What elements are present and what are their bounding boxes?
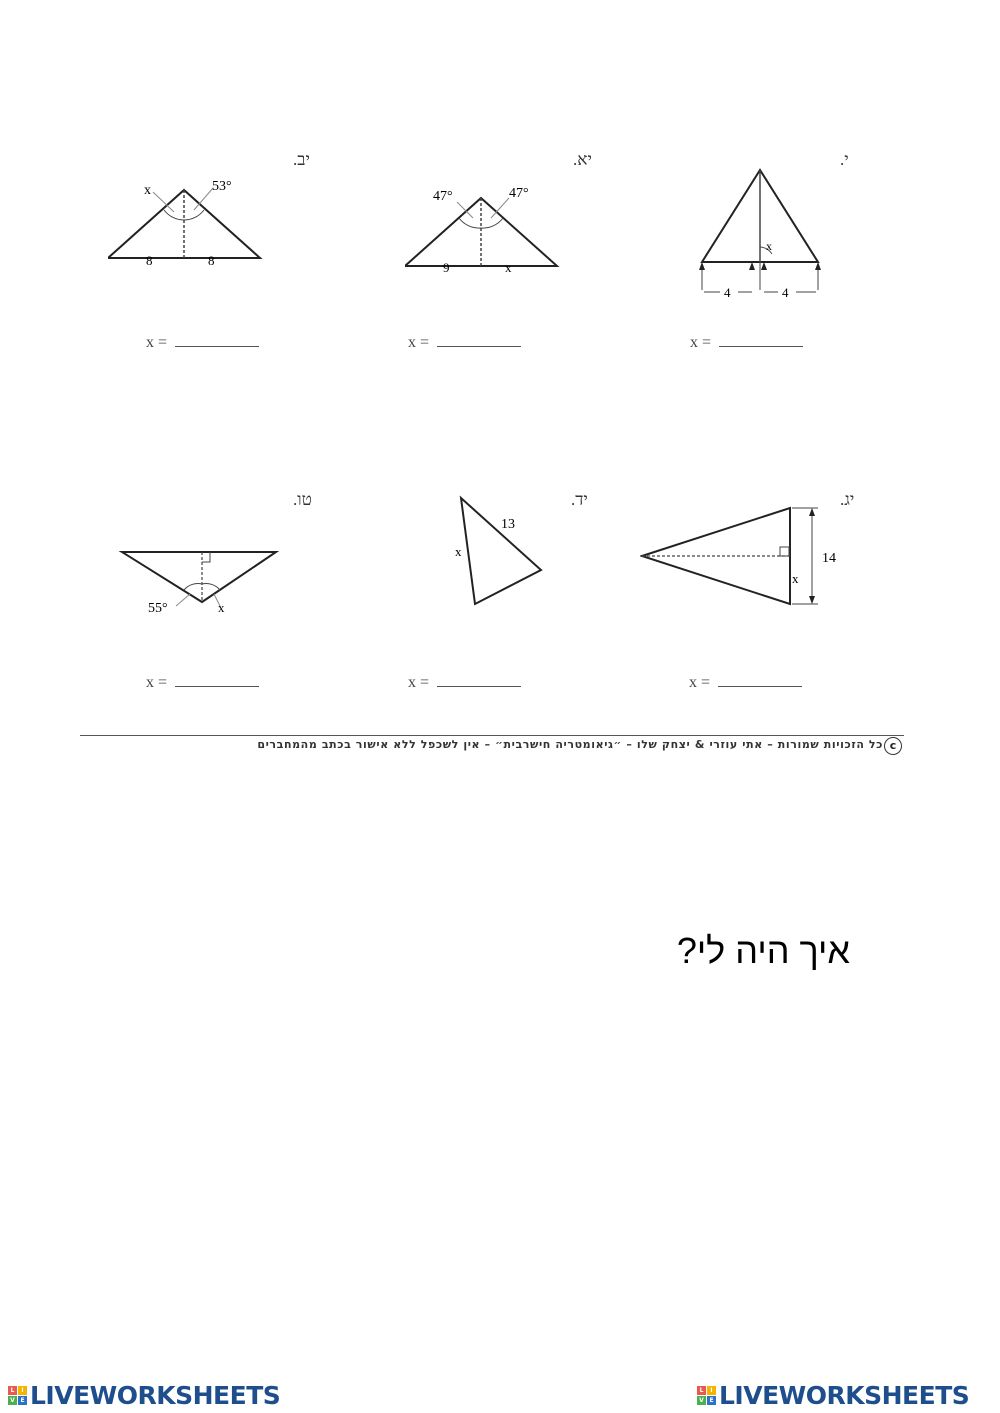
angle-x-label: x [766,239,772,253]
answer-line[interactable] [689,674,802,692]
brand-block-l: L [697,1386,706,1395]
answer-line[interactable] [690,334,803,352]
answer-prefix: x = [146,334,168,351]
problem-14 [405,490,685,750]
answer-prefix: x = [408,334,430,351]
answer-blank[interactable] [437,334,521,347]
brand-logo-right [697,1380,969,1410]
angle-label-left: x [144,183,151,198]
angle-label-right: 47° [509,186,529,201]
base-label-right: x [505,260,512,275]
problem-12 [108,150,388,410]
answer-blank[interactable] [719,334,803,347]
base-label-right: 8 [208,253,215,268]
brand-logo-left [8,1380,280,1410]
triangle-figure [405,490,585,620]
answer-prefix: x = [408,674,430,691]
height-label: 14 [822,551,836,566]
base-label-left: 8 [146,253,153,268]
answer-blank[interactable] [175,334,259,347]
problem-label: י. [840,150,849,169]
answer-blank[interactable] [718,674,802,687]
brand-block-v: V [8,1396,17,1405]
answer-prefix: x = [690,334,712,351]
problem-label: טו. [293,490,312,509]
problem-15 [108,490,388,750]
triangle-figure [108,150,298,290]
brand-wordmark: LIVEWORKSHEETS [719,1380,970,1410]
brand-icon [8,1386,27,1405]
angle-label-right: 53° [212,179,232,194]
copyright-text: כל הזכויות שמורות – אתי עוזרי & יצחק שלו – ״גיאומטריה חישרבית״ – אין לשכפל ללא אישור בכתב מהמחברים [257,738,883,751]
problem-10 [690,150,970,410]
answer-blank[interactable] [437,674,521,687]
brand-block-v: V [697,1396,706,1405]
brand-block-i: I [18,1386,27,1395]
side-label-right: 13 [501,517,515,532]
brand-wordmark: LIVEWORKSHEETS [30,1380,281,1410]
answer-line[interactable] [408,334,521,352]
copyright-icon: c [884,737,902,755]
side-label-right: 4 [782,285,789,300]
brand-icon [697,1386,716,1405]
answer-line[interactable] [408,674,521,692]
problem-label: יא. [573,150,592,169]
answer-line[interactable] [146,334,259,352]
angle-label-right: x [218,600,225,615]
base-label-left: 9 [443,260,450,275]
brand-block-e: E [18,1396,27,1405]
angle-label-left: 55° [148,601,168,616]
problem-label: יב. [293,150,310,169]
triangle-figure [108,490,298,620]
triangle-figure [690,150,870,310]
answer-blank[interactable] [175,674,259,687]
side-label-left: 4 [724,285,731,300]
footer-rule [80,735,904,736]
answer-prefix: x = [146,674,168,691]
angle-label-left: 47° [433,189,453,204]
answer-line[interactable] [146,674,259,692]
answer-prefix: x = [689,674,711,691]
problem-label: יג. [840,490,855,509]
triangle-figure [405,150,595,290]
problem-11 [405,150,685,410]
brand-block-e: E [707,1396,716,1405]
segment-label: x [792,571,799,586]
feedback-question: איך היה לי? [676,930,850,971]
brand-block-i: I [707,1386,716,1395]
problem-label: יד. [571,490,588,509]
brand-block-l: L [8,1386,17,1395]
side-label-left: x [455,544,462,559]
